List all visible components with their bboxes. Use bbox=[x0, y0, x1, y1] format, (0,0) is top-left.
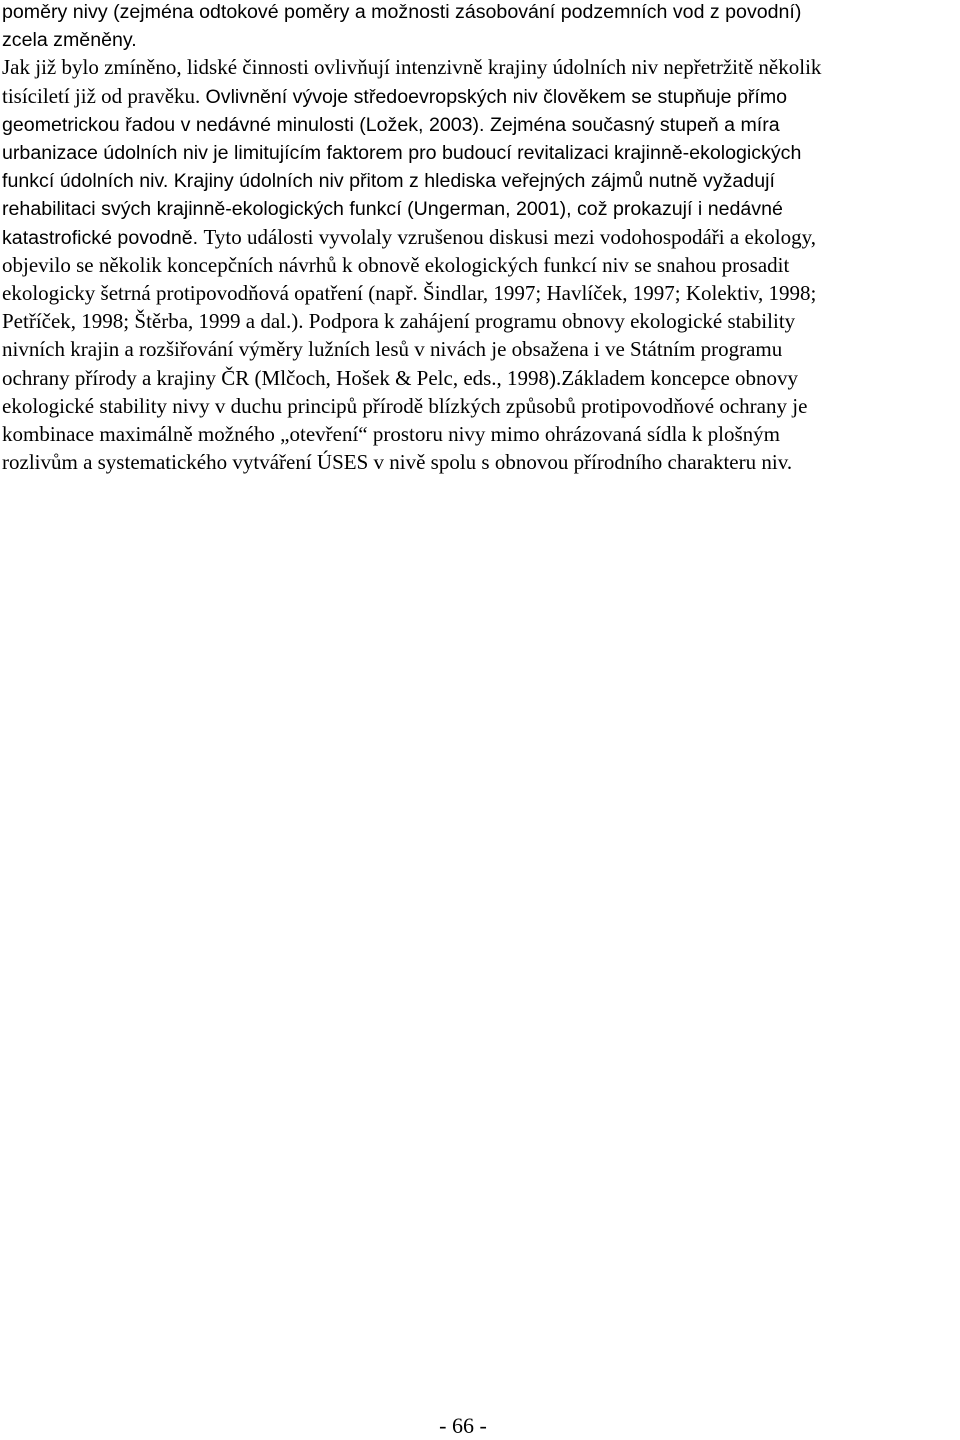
text-segment: ochrany přírody a krajiny ČR (Mlčoch, Hošek & Pelc, eds., 1998). bbox=[2, 365, 562, 390]
text-segment: ekologické stability nivy v duchu principů přírodě blízkých způsobů protipovodňové ochrany je bbox=[2, 393, 808, 418]
text-segment: Petříček, 1998; Štěrba, 1999 a dal.). bbox=[2, 309, 309, 334]
text-segment: Tyto události vyvolaly vzrušenou diskusi mezi vodohospodáři a ekology, bbox=[203, 224, 816, 249]
text-line bbox=[2, 53, 821, 81]
text-segment: Krajiny údolních niv přitom z hlediska veřejných zájmů nutně vyžadují bbox=[173, 170, 775, 193]
text-segment: tisíciletí již od pravěku. bbox=[2, 83, 206, 108]
text-line bbox=[2, 392, 807, 420]
text-line bbox=[2, 82, 787, 110]
text-segment: nivních krajin a rozšiřování výměry lužních lesů v nivách je obsažena i ve Státním programu bbox=[2, 337, 783, 362]
text-segment: funkcí údolních niv. bbox=[2, 170, 174, 193]
text-segment: Základem koncepce obnovy bbox=[561, 365, 799, 390]
text-line bbox=[2, 448, 792, 476]
text-segment: ekologicky šetrná protipovodňová opatření (např. bbox=[2, 281, 424, 305]
text-line bbox=[2, 335, 782, 363]
text-segment: Ovlivnění vývoje středoevropských niv člověkem se stupňuje přímo bbox=[205, 85, 788, 108]
text-line bbox=[2, 25, 137, 53]
text-segment: rehabilitaci svých krajinně-ekologických funkcí (Ungerman, 2001), což prokazují i nedávné bbox=[2, 198, 783, 221]
text-line bbox=[2, 420, 780, 448]
text-segment: geometrickou řadou v nedávné minulosti (Ložek, 2003). bbox=[2, 113, 490, 136]
text-line bbox=[2, 251, 789, 279]
text-line bbox=[2, 307, 795, 335]
text-line bbox=[2, 279, 816, 307]
text-segment: Šindlar, 1997; Havlíček, 1997; Kolektiv, 1998; bbox=[423, 281, 817, 305]
text-segment: Jak již bylo zmíněno, lidské činnosti ovlivňují intenzivně krajiny údolních niv nepřetržitě několik bbox=[2, 55, 822, 80]
page-number: - 66 - bbox=[439, 1413, 487, 1438]
text-line bbox=[2, 194, 783, 222]
text-segment: Podpora k zahájení programu obnovy ekologické stability bbox=[308, 309, 796, 334]
text-segment: kombinace maximálně možného „otevření“ prostoru nivy mimo ohrázovaná sídla k plošným bbox=[2, 422, 780, 446]
text-segment: poměry nivy (zejména odtokové poměry a možnosti zásobování podzemních vod z povodní) bbox=[2, 1, 802, 23]
text-segment: objevilo se několik koncepčních návrhů k obnově ekologických funkcí niv se snahou prosadit bbox=[2, 252, 790, 277]
text-segment: katastrofické povodně. bbox=[2, 226, 204, 249]
text-segment: zcela změněny. bbox=[2, 29, 137, 52]
text-segment: rozlivům a systematického vytváření ÚSES v nivě spolu s obnovou přírodního charakteru niv. bbox=[2, 450, 793, 475]
text-line bbox=[2, 364, 798, 392]
text-line bbox=[2, 223, 816, 251]
text-line bbox=[2, 166, 775, 194]
text-line bbox=[2, 138, 801, 166]
text-segment: urbanizace údolních niv je limitujícím faktorem pro budoucí revitalizaci krajinně-ekologických bbox=[2, 142, 802, 164]
text-line bbox=[2, 0, 801, 25]
text-segment: Zejména současný stupeň a míra bbox=[489, 113, 780, 136]
text-line bbox=[2, 110, 780, 138]
